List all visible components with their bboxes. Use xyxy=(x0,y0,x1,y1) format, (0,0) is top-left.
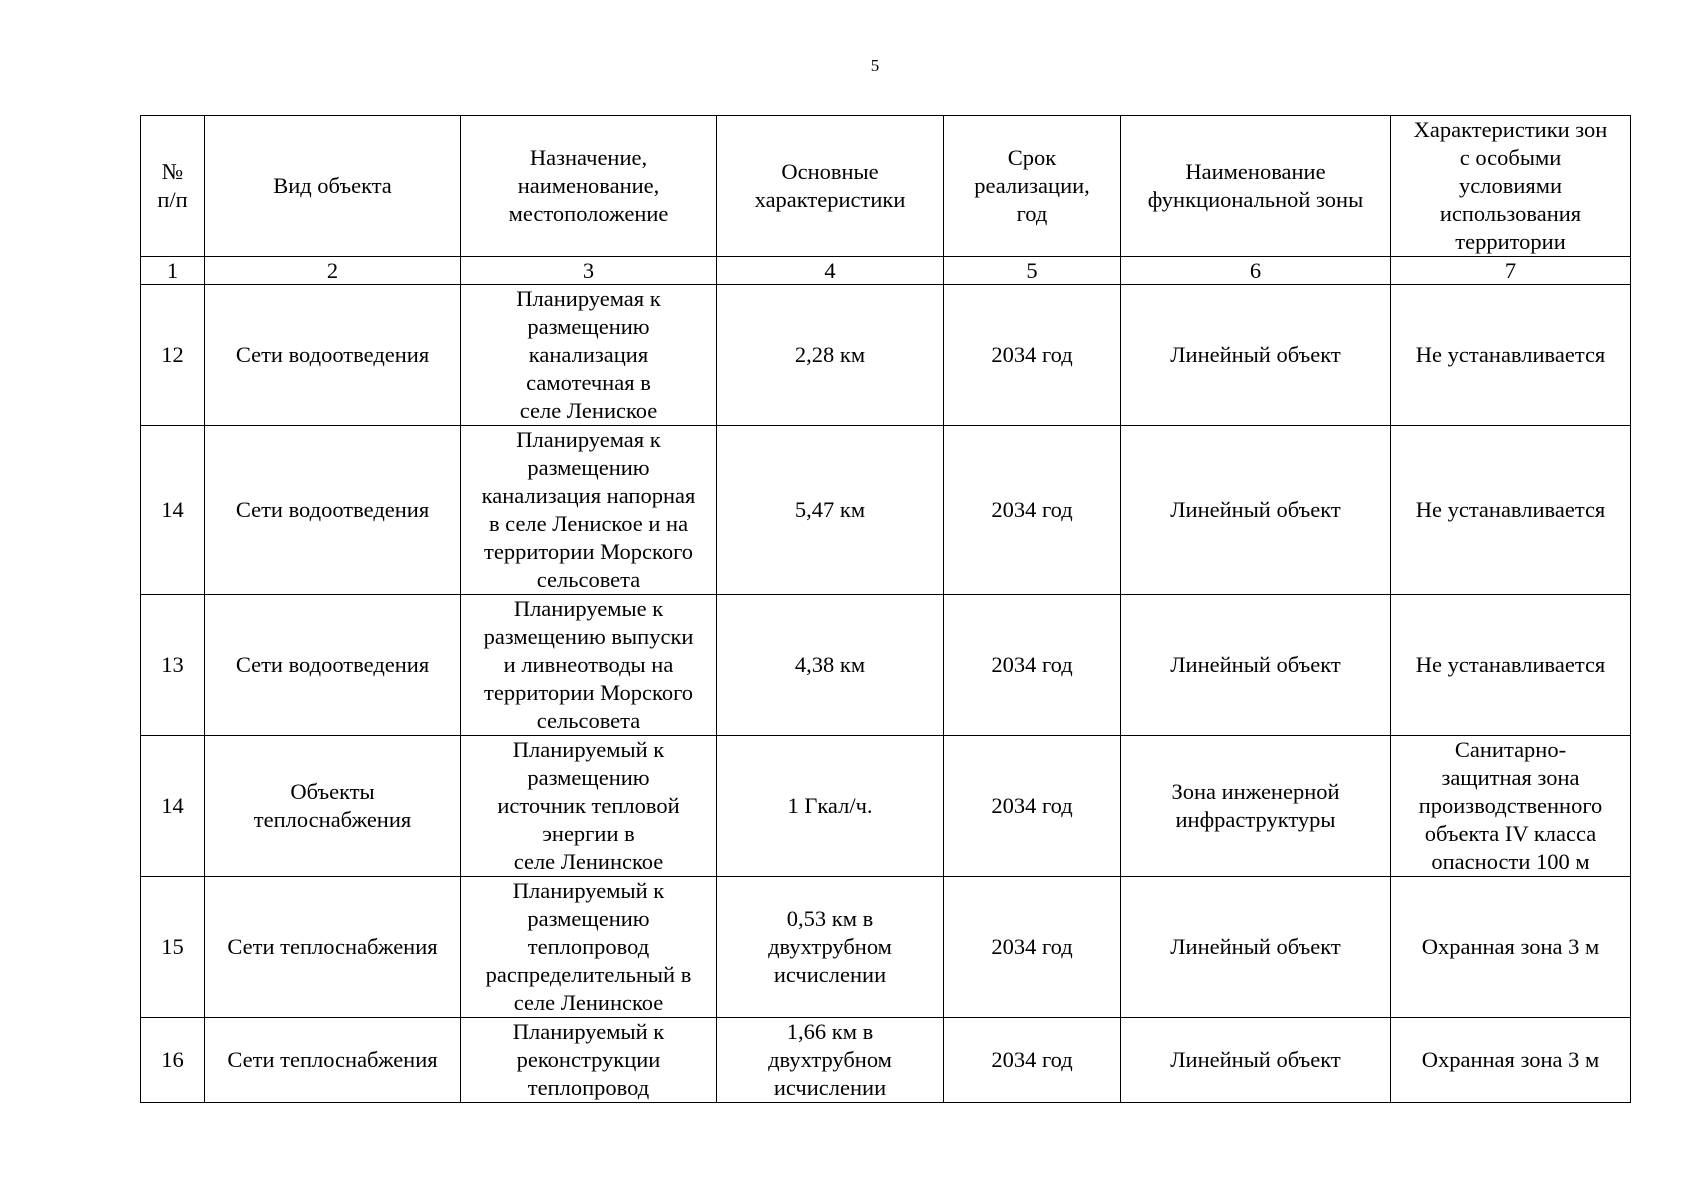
header-cell-special-zones: Характеристики зон с особыми условиями использования территории xyxy=(1391,116,1631,257)
table-cell: 0,53 км в двухтрубном исчислении xyxy=(717,877,944,1018)
header-cell-purpose: Назначение, наименование, местоположение xyxy=(461,116,717,257)
table-cell: Сети водоотведения xyxy=(205,426,461,595)
table-cell: 2034 год xyxy=(944,877,1121,1018)
column-number-row xyxy=(141,257,1631,285)
table-cell: Не устанавливается xyxy=(1391,285,1631,426)
table-cell: 12 xyxy=(141,285,205,426)
table-cell: Планируемый к реконструкции теплопровод xyxy=(461,1018,717,1103)
header-cell-characteristics: Основные характеристики xyxy=(717,116,944,257)
column-number: 5 xyxy=(944,257,1121,285)
table-cell: Зона инженерной инфраструктуры xyxy=(1121,736,1391,877)
table-cell: Объекты теплоснабжения xyxy=(205,736,461,877)
column-number: 7 xyxy=(1391,257,1631,285)
table-row xyxy=(141,1018,1631,1103)
objects-table xyxy=(140,115,1631,1103)
table-cell: 4,38 км xyxy=(717,595,944,736)
table-cell: Охранная зона 3 м xyxy=(1391,877,1631,1018)
header-cell-number: № п/п xyxy=(141,116,205,257)
table-cell: 2,28 км xyxy=(717,285,944,426)
table-cell: 14 xyxy=(141,736,205,877)
table-cell: 2034 год xyxy=(944,595,1121,736)
table-row xyxy=(141,877,1631,1018)
column-number: 6 xyxy=(1121,257,1391,285)
table-cell: Линейный объект xyxy=(1121,877,1391,1018)
table-cell: 2034 год xyxy=(944,1018,1121,1103)
table-cell: 1,66 км в двухтрубном исчислении xyxy=(717,1018,944,1103)
table-cell: Планируемый к размещению теплопровод распределительный в селе Ленинское xyxy=(461,877,717,1018)
table-cell: Планируемый к размещению источник тепловой энергии в селе Ленинское xyxy=(461,736,717,877)
table-cell: 14 xyxy=(141,426,205,595)
table-cell: 5,47 км xyxy=(717,426,944,595)
table-cell: 2034 год xyxy=(944,426,1121,595)
table-cell: 13 xyxy=(141,595,205,736)
column-number: 4 xyxy=(717,257,944,285)
column-number: 3 xyxy=(461,257,717,285)
table-cell: Планируемая к размещению канализация самотечная в селе Лениское xyxy=(461,285,717,426)
table-cell: Линейный объект xyxy=(1121,426,1391,595)
table-cell: Санитарно- защитная зона производственного объекта IV класса опасности 100 м xyxy=(1391,736,1631,877)
table-cell: 15 xyxy=(141,877,205,1018)
table-cell: Не устанавливается xyxy=(1391,426,1631,595)
table-cell: Сети водоотведения xyxy=(205,595,461,736)
table-cell: Линейный объект xyxy=(1121,285,1391,426)
table-cell: 2034 год xyxy=(944,285,1121,426)
table-row xyxy=(141,736,1631,877)
table-cell: 1 Гкал/ч. xyxy=(717,736,944,877)
header-row xyxy=(141,116,1631,257)
table-row xyxy=(141,426,1631,595)
table-cell: Линейный объект xyxy=(1121,595,1391,736)
header-cell-functional-zone: Наименование функциональной зоны xyxy=(1121,116,1391,257)
table-cell: 2034 год xyxy=(944,736,1121,877)
column-number: 1 xyxy=(141,257,205,285)
table-cell: Линейный объект xyxy=(1121,1018,1391,1103)
header-cell-term: Срок реализации, год xyxy=(944,116,1121,257)
table-cell: Сети теплоснабжения xyxy=(205,877,461,1018)
table-cell: Сети водоотведения xyxy=(205,285,461,426)
header-cell-object-type: Вид объекта xyxy=(205,116,461,257)
table-row xyxy=(141,285,1631,426)
column-number: 2 xyxy=(205,257,461,285)
table-cell: Сети теплоснабжения xyxy=(205,1018,461,1103)
table-cell: Охранная зона 3 м xyxy=(1391,1018,1631,1103)
table-row xyxy=(141,595,1631,736)
table-cell: 16 xyxy=(141,1018,205,1103)
table-cell: Планируемые к размещению выпуски и ливнеотводы на территории Морского сельсовета xyxy=(461,595,717,736)
page-number: 5 xyxy=(870,56,880,75)
table-cell: Планируемая к размещению канализация напорная в селе Лениское и на территории Морского сельсовета xyxy=(461,426,717,595)
table-cell: Не устанавливается xyxy=(1391,595,1631,736)
